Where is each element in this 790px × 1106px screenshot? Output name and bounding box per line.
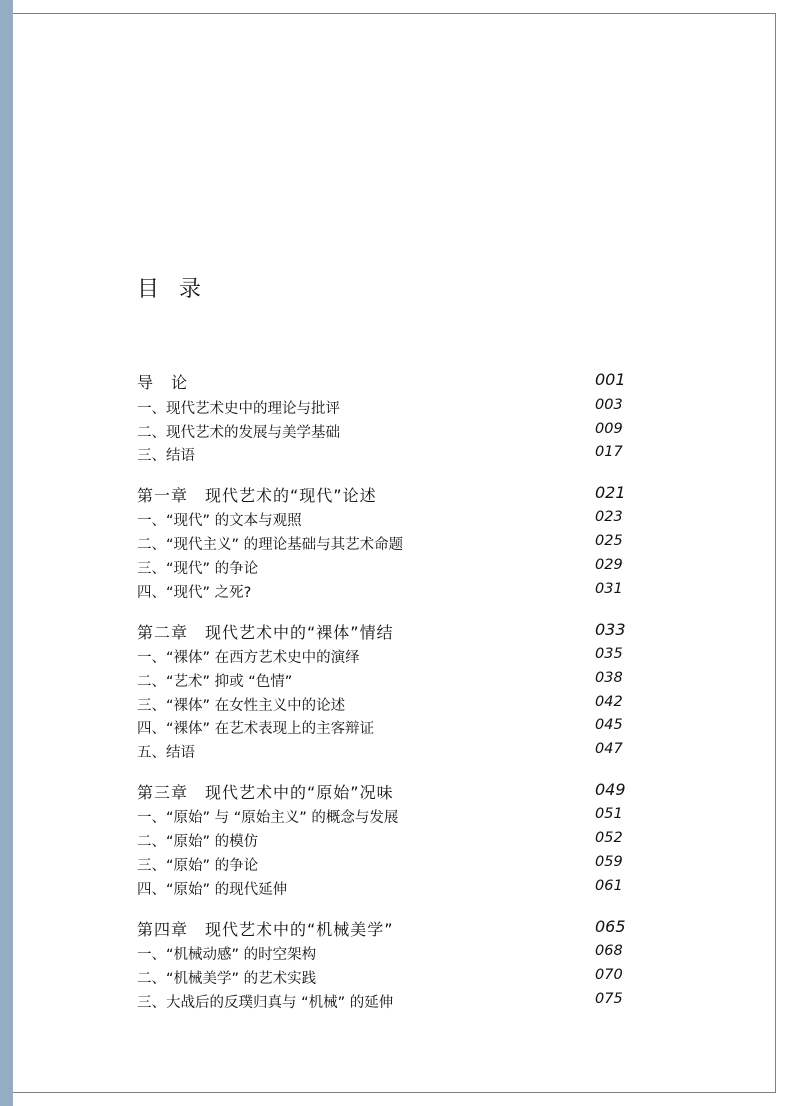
page-number: 070 — [595, 967, 623, 983]
toc-heading-chapter-4 — [137, 917, 627, 939]
section-label: 一、现代艺术史中的理论与批评 — [137, 401, 340, 417]
page-number: 023 — [595, 509, 623, 525]
page-number: 031 — [595, 581, 623, 597]
heading-label: 第二章 现代艺术中的“裸体”情结 — [137, 623, 394, 642]
page-number: 003 — [595, 397, 623, 413]
page-number: 042 — [595, 694, 623, 710]
section-label: 一、“裸体” 在西方艺术史中的演绎 — [137, 650, 360, 666]
section-label: 一、“现代” 的文本与观照 — [137, 513, 302, 529]
page-number: 051 — [595, 806, 623, 822]
heading-label: 第一章 现代艺术的“现代”论述 — [137, 486, 377, 505]
section-label: 二、现代艺术的发展与美学基础 — [137, 425, 340, 441]
heading-label: 第三章 现代艺术中的“原始”况味 — [137, 783, 394, 802]
toc-entry — [137, 509, 627, 531]
toc-entry — [137, 581, 627, 603]
toc-entry — [137, 444, 627, 466]
toc-entry — [137, 717, 627, 739]
toc-entry — [137, 646, 627, 668]
page-number: 068 — [595, 943, 623, 959]
toc-heading-introduction — [137, 370, 627, 392]
heading-label: 导 论 — [137, 373, 189, 392]
section-label: 四、“现代” 之死? — [137, 585, 252, 601]
toc-entry — [137, 878, 627, 900]
book-spine-edge — [0, 0, 13, 1106]
toc-entry — [137, 854, 627, 876]
toc-entry — [137, 557, 627, 579]
page-number: 021 — [595, 483, 626, 502]
toc-entry — [137, 943, 627, 965]
section-label: 三、“现代” 的争论 — [137, 561, 259, 577]
toc-heading-chapter-3 — [137, 780, 627, 802]
section-label: 二、“艺术” 抑或 “色情” — [137, 674, 293, 690]
toc-entry — [137, 421, 627, 443]
page-number: 035 — [595, 646, 623, 662]
toc-heading-chapter-1 — [137, 483, 627, 505]
page-number: 033 — [595, 620, 626, 639]
section-label: 二、“原始” 的模仿 — [137, 834, 259, 850]
page-number: 025 — [595, 533, 623, 549]
section-label: 二、“现代主义” 的理论基础与其艺术命题 — [137, 537, 404, 553]
section-label: 三、大战后的反璞归真与 “机械” 的延伸 — [137, 995, 394, 1011]
toc-heading-chapter-2 — [137, 620, 627, 642]
page-number: 052 — [595, 830, 623, 846]
page-number: 038 — [595, 670, 623, 686]
section-label: 一、“原始” 与 “原始主义” 的概念与发展 — [137, 810, 399, 826]
section-label: 四、“原始” 的现代延伸 — [137, 882, 288, 898]
page-title: 目录 — [137, 277, 222, 302]
page-number: 029 — [595, 557, 623, 573]
toc-entry — [137, 967, 627, 989]
page-number: 049 — [595, 780, 626, 799]
section-label: 三、结语 — [137, 448, 195, 464]
toc-entry — [137, 741, 627, 763]
page-number: 059 — [595, 854, 623, 870]
toc-entry — [137, 806, 627, 828]
page-number: 061 — [595, 878, 623, 894]
page-number: 001 — [595, 370, 626, 389]
toc-entry — [137, 533, 627, 555]
heading-label: 第四章 现代艺术中的“机械美学” — [137, 920, 394, 939]
toc-entry — [137, 670, 627, 692]
toc-entry — [137, 694, 627, 716]
page-number: 065 — [595, 917, 626, 936]
section-label: 三、“裸体” 在女性主义中的论述 — [137, 698, 346, 714]
toc-entry — [137, 397, 627, 419]
section-label: 一、“机械动感” 的时空架构 — [137, 947, 317, 963]
page-number: 045 — [595, 717, 623, 733]
section-label: 五、结语 — [137, 745, 195, 761]
section-label: 三、“原始” 的争论 — [137, 858, 259, 874]
section-label: 四、“裸体” 在艺术表现上的主客辩证 — [137, 721, 375, 737]
page-number: 009 — [595, 421, 623, 437]
toc-entry — [137, 991, 627, 1013]
toc-entry — [137, 830, 627, 852]
section-label: 二、“机械美学” 的艺术实践 — [137, 971, 317, 987]
page-number: 017 — [595, 444, 623, 460]
page-number: 047 — [595, 741, 623, 757]
page-number: 075 — [595, 991, 623, 1007]
